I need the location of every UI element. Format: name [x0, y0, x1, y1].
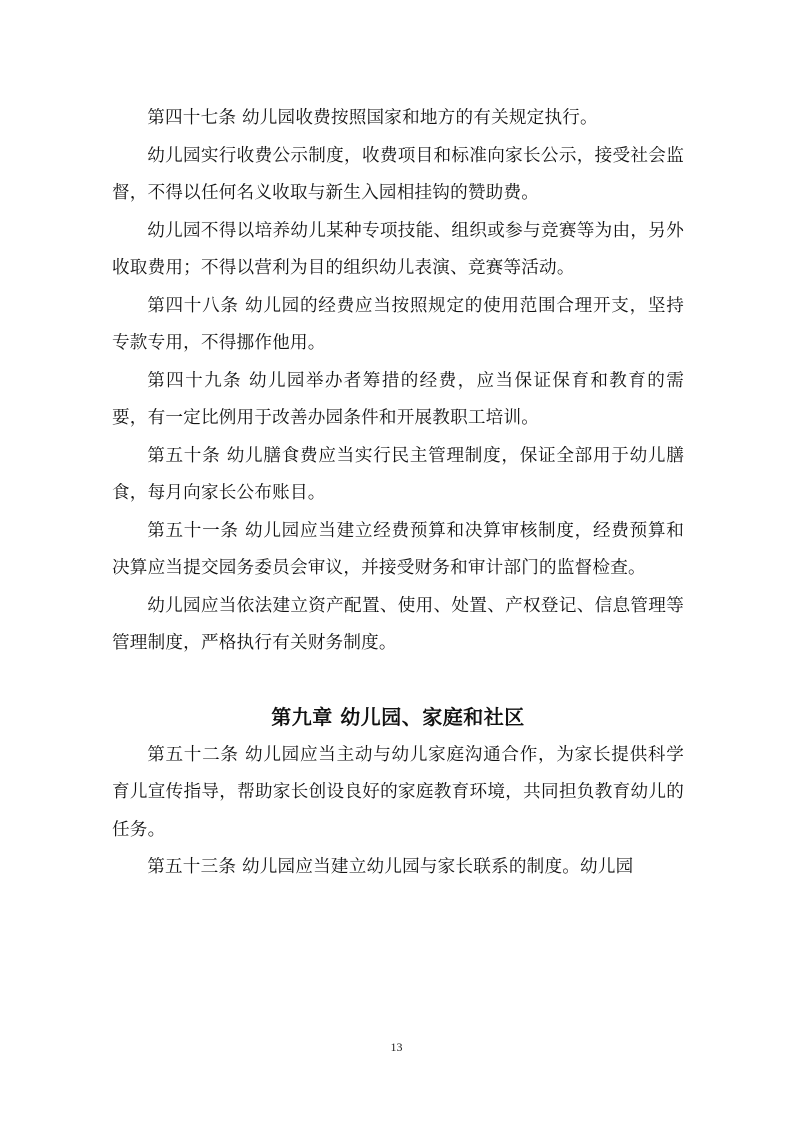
- article-47-paragraph: 第四十七条 幼儿园收费按照国家和地方的有关规定执行。: [147, 108, 598, 128]
- article-51-paragraph: 第五十一条 幼儿园应当建立经费预算和决算审核制度，经费预算和决算应当提交园务委员会审议，并接受财务和审计部门的监督检查。: [112, 520, 684, 578]
- article-53-paragraph: 第五十三条 幼儿园应当建立幼儿园与家长联系的制度。幼儿园: [147, 857, 634, 877]
- page-body: [112, 100, 684, 887]
- chapter-title: 第九章 幼儿园、家庭和社区: [271, 704, 525, 729]
- article-48-paragraph: 第四十八条 幼儿园的经费应当按照规定的使用范围合理开支，坚持专款专用，不得挪作他用。: [112, 295, 684, 353]
- asset-management-paragraph: 幼儿园应当依法建立资产配置、使用、处置、产权登记、信息管理等管理制度，严格执行有关财务制度。: [112, 595, 684, 653]
- fee-disclosure-paragraph: 幼儿园实行收费公示制度，收费项目和标准向家长公示，接受社会监督，不得以任何名义收取与新生入园相挂钩的赞助费。: [112, 145, 684, 203]
- article-50-paragraph: 第五十条 幼儿膳食费应当实行民主管理制度，保证全部用于幼儿膳食，每月向家长公布账目。: [112, 445, 684, 503]
- page-number: 13: [390, 1040, 403, 1054]
- article-49-paragraph: 第四十九条 幼儿园举办者筹措的经费，应当保证保育和教育的需要，有一定比例用于改善办园条件和开展教职工培训。: [112, 370, 684, 428]
- article-52-paragraph: 第五十二条 幼儿园应当主动与幼儿家庭沟通合作，为家长提供科学育儿宣传指导，帮助家长创设良好的家庭教育环境，共同担负教育幼儿的任务。: [112, 744, 684, 840]
- fee-prohibition-paragraph: 幼儿园不得以培养幼儿某种专项技能、组织或参与竞赛等为由，另外收取费用；不得以营利为目的组织幼儿表演、竞赛等活动。: [112, 220, 684, 278]
